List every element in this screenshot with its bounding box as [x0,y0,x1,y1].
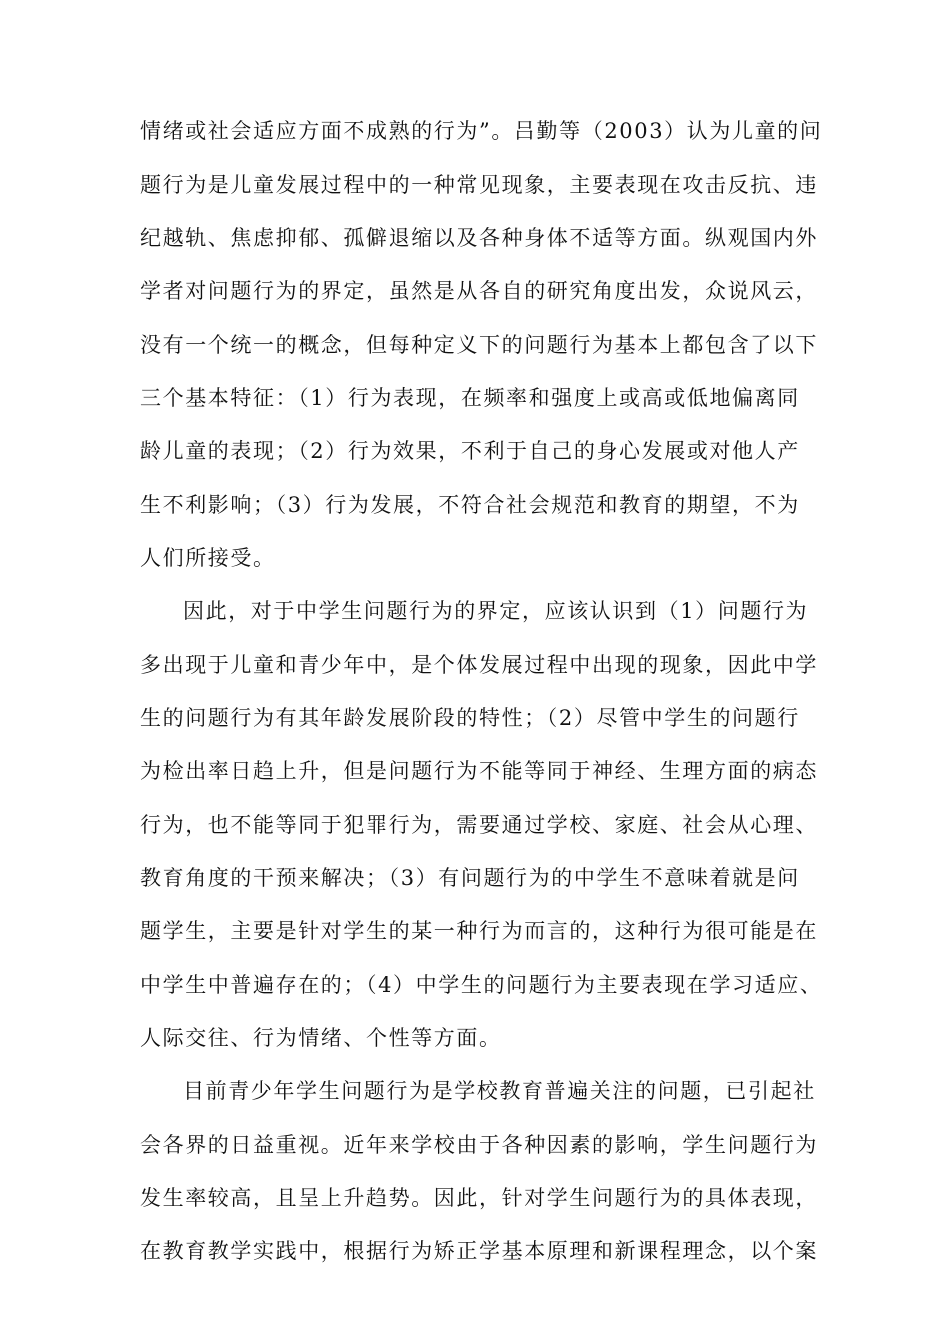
text-line-9: 人们所接受。 [140,546,276,570]
text-line-18: 人际交往、行为情绪、个性等方面。 [140,1026,502,1050]
text-line-14: 行为，也不能等同于犯罪行为，需要通过学校、家庭、社会从心理、 [140,813,818,837]
text-line-3: 纪越轨、焦虑抑郁、孤僻退缩以及各种身体不适等方面。纵观国内外 [140,226,818,250]
text-line-21: 发生率较高，且呈上升趋势。因此，针对学生问题行为的具体表现， [140,1186,818,1210]
text-line-11: 多出现于儿童和青少年中，是个体发展过程中出现的现象，因此中学 [140,653,818,677]
text-line-16: 题学生，主要是针对学生的某一种行为而言的，这种行为很可能是在 [140,919,818,943]
text-line-5: 没有一个统一的概念，但每种定义下的问题行为基本上都包含了以下 [140,333,818,357]
text-line-19: 目前青少年学生问题行为是学校教育普遍关注的问题，已引起社 [183,1079,816,1103]
text-line-8: 生不利影响；（3）行为发展，不符合社会规范和教育的期望，不为 [140,493,800,517]
text-line-7: 龄儿童的表现；（2）行为效果，不利于自己的身心发展或对他人产 [140,439,800,463]
text-line-22: 在教育教学实践中，根据行为矫正学基本原理和新课程理念，以个案 [140,1239,818,1263]
text-line-1: 情绪或社会适应方面不成熟的行为”。吕勤等（2003）认为儿童的问 [140,119,823,143]
text-line-10: 因此，对于中学生问题行为的界定，应该认识到（1）问题行为 [183,599,809,623]
text-line-6: 三个基本特征：（1）行为表现，在频率和强度上或高或低地偏离同 [140,386,800,410]
text-line-4: 学者对问题行为的界定，虽然是从各自的研究角度出发，众说风云， [140,279,818,303]
text-line-2: 题行为是儿童发展过程中的一种常见现象，主要表现在攻击反抗、违 [140,173,818,197]
text-line-20: 会各界的日益重视。近年来学校由于各种因素的影响，学生问题行为 [140,1133,818,1157]
text-line-17: 中学生中普遍存在的；（4）中学生的问题行为主要表现在学习适应、 [140,973,823,997]
text-line-13: 为检出率日趋上升，但是问题行为不能等同于神经、生理方面的病态 [140,759,818,783]
text-line-12: 生的问题行为有其年龄发展阶段的特性；（2）尽管中学生的问题行 [140,706,800,730]
text-line-15: 教育角度的干预来解决；（3）有问题行为的中学生不意味着就是问 [140,866,800,890]
